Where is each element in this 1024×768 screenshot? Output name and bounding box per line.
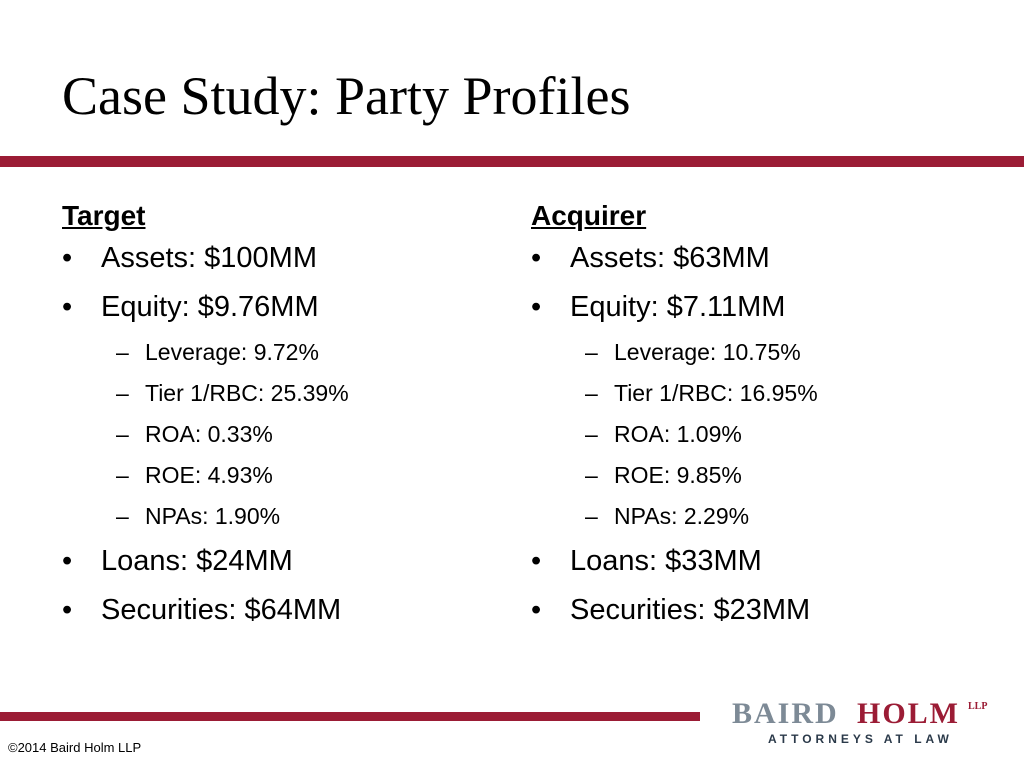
bullet-item <box>62 234 502 283</box>
bullet-text: Leverage: 9.72% <box>145 339 319 365</box>
dash-icon: – <box>585 380 598 406</box>
target-heading: Target <box>62 200 146 231</box>
slide-title: Case Study: Party Profiles <box>62 66 631 126</box>
bullet-dot-icon: • <box>531 242 542 274</box>
title-divider <box>0 156 1024 167</box>
sub-bullet-item <box>62 332 502 373</box>
bullet-text: Loans: $24MM <box>101 545 293 577</box>
bullet-dot-icon: • <box>62 291 73 323</box>
bullet-dot-icon: • <box>531 291 542 323</box>
bullet-item <box>531 283 971 332</box>
bullet-text: ROA: 1.09% <box>614 421 742 447</box>
dash-icon: – <box>585 462 598 488</box>
bullet-text: ROE: 4.93% <box>145 462 273 488</box>
bullet-dot-icon: • <box>531 594 542 626</box>
bullet-text: ROE: 9.85% <box>614 462 742 488</box>
dash-icon: – <box>585 421 598 447</box>
bullet-dot-icon: • <box>531 545 542 577</box>
bullet-text: Assets: $100MM <box>101 242 317 274</box>
bullet-text: Equity: $7.11MM <box>570 291 786 323</box>
sub-bullet-item <box>62 455 502 496</box>
bullet-text: Equity: $9.76MM <box>101 291 319 323</box>
sub-bullet-item <box>531 373 971 414</box>
bullet-item <box>62 537 502 586</box>
bullet-text: Loans: $33MM <box>570 545 762 577</box>
sub-bullet-item <box>62 496 502 537</box>
bullet-text: Assets: $63MM <box>570 242 770 274</box>
bullet-item <box>531 586 971 635</box>
target-list <box>62 234 502 635</box>
dash-icon: – <box>116 421 129 447</box>
bullet-text: Securities: $23MM <box>570 594 811 626</box>
bullet-item <box>62 586 502 635</box>
logo-name-part1: BAIRD <box>732 697 839 730</box>
bullet-text: NPAs: 2.29% <box>614 503 750 529</box>
bullet-text: Leverage: 10.75% <box>614 339 801 365</box>
sub-bullet-item <box>62 414 502 455</box>
logo-name-part2: HOLM <box>857 697 960 730</box>
dash-icon: – <box>116 503 129 529</box>
dash-icon: – <box>116 339 129 365</box>
bullet-item <box>531 234 971 283</box>
acquirer-list <box>531 234 971 635</box>
logo-graphic <box>732 694 994 750</box>
dash-icon: – <box>585 503 598 529</box>
bullet-dot-icon: • <box>62 594 73 626</box>
target-column <box>62 198 502 635</box>
bullet-item <box>62 283 502 332</box>
sub-bullet-item <box>531 455 971 496</box>
bullet-dot-icon: • <box>62 545 73 577</box>
bullet-item <box>531 537 971 586</box>
bullet-text: Tier 1/RBC: 16.95% <box>614 380 818 406</box>
bullet-text: Securities: $64MM <box>101 594 342 626</box>
baird-holm-logo <box>732 694 994 750</box>
logo-llp: LLP <box>968 701 988 712</box>
sub-bullet-item <box>531 332 971 373</box>
sub-bullet-item <box>531 414 971 455</box>
dash-icon: – <box>116 462 129 488</box>
copyright-text: ©2014 Baird Holm LLP <box>8 740 142 755</box>
bullet-text: Tier 1/RBC: 25.39% <box>145 380 349 406</box>
footer-divider <box>0 712 700 721</box>
dash-icon: – <box>116 380 129 406</box>
acquirer-heading: Acquirer <box>531 200 647 231</box>
sub-bullet-item <box>62 373 502 414</box>
bullet-text: NPAs: 1.90% <box>145 503 281 529</box>
dash-icon: – <box>585 339 598 365</box>
bullet-dot-icon: • <box>62 242 73 274</box>
sub-bullet-item <box>531 496 971 537</box>
bullet-text: ROA: 0.33% <box>145 421 273 447</box>
logo-tagline: ATTORNEYS AT LAW <box>768 732 953 746</box>
acquirer-column <box>531 198 971 635</box>
